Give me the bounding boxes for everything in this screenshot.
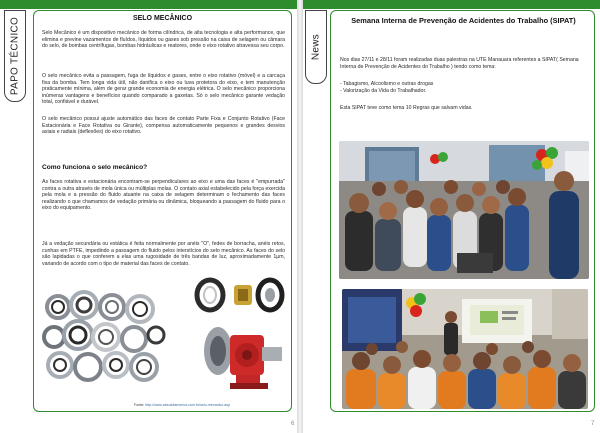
top-accent-bar [303, 0, 600, 9]
news-paragraph: Esta SIPAT teve como tema 10 Regras que salvam vidas. [340, 105, 473, 111]
section-tab-label: PAPO TÉCNICO [9, 16, 21, 96]
section-tab-papo-tecnico [4, 10, 26, 102]
article-paragraph: Já a vedação secundária ou estática é feita normalmente por anéis "O", fedes de borracha, anéis retos, cunhas em PTFE, impedindo a passagem do fluido pelos interstícios do selo mecânico. As faces do selo são lapidadas o que conferem a elas uma rugosidade de três bandas de luz, aproximadamente 1µm, variando de acordo com o tipo de material das faces de contato. [42, 241, 285, 267]
sipat-presentation-photo [342, 289, 588, 409]
right-page [303, 0, 600, 433]
article-paragraph: O selo mecânico evita a passagem, fuga de líquidos e gases, entre o eixo rotativo (móvel) e a carcaça fixa da bomba. Tem longa vida útil, não danifica o eixo ou luva protetora do eixo, e tem manutenção praticamente mínima, além de gerar grande economia de energia elétrica. O selo mecânico proporciona inúmeras vantagens e benefícios quando comparado a gaxetas. Só o selo mecânico garante vedação total, confiável e durável. [42, 73, 285, 106]
list-item: - Valorização da Vida do Trabalhador. [340, 87, 427, 94]
list-item: - Tabagismo, Alcoolismo e outras drogas [340, 81, 434, 87]
news-title: Semana Interna de Prevenção de Acidentes do Trabalho (SIPAT) [351, 16, 576, 25]
source-label: Fonte: [134, 403, 145, 407]
article-paragraph: O selo mecânico possui ajuste automático das faces de contato Parte Fixa e Conjunto Rotativo (Face Estacionária e Face Rotativa ou Girante), compensa automaticamente pequenos e grandes desvios axiais e radiais (deflexões) do eixo rotativo. [42, 116, 285, 136]
source-citation [134, 403, 230, 407]
news-paragraph: Nos dias 27/11 e 28/11 foram realizadas duas palestras na UTE Manauara referentes a SIPAT( Semana Interna de Prevenção de Acidentes do Trabalho ) tendo como tema: [340, 57, 579, 70]
mechanical-seals-photo [40, 285, 166, 385]
section-tab-label: News [310, 33, 322, 61]
news-box [330, 10, 595, 412]
article-box [33, 10, 292, 412]
page-number: 6 [291, 421, 295, 427]
source-link[interactable]: http://www.absolutamerica.com.br/selo-mecanico.asp [145, 403, 231, 407]
left-page [0, 0, 297, 433]
sipat-audience-photo [339, 141, 589, 279]
article-title: SELO MECÂNICO [132, 15, 193, 22]
article-subheading: Como funciona o selo mecânico? [42, 164, 148, 171]
article-paragraph: As faces rotativa e estacionária encontram-se perpendiculares ao eixo e uma das faces é "empurrada" contra a outra através de mola única ou múltiplas molas. O contato axial estabelecido pela força exercida pela mola e a pressão do fluido atuante na caixa de selagem determinam o fechamento das faces realizando o que chamamos de vedação primária ou dinâmica, bloqueando a passagem do fluido para o eixo do equipamento. [42, 179, 285, 212]
top-accent-bar [0, 0, 297, 9]
pump-seal-photo [200, 317, 286, 397]
section-tab-news [305, 10, 327, 84]
seal-parts-photo [194, 277, 286, 313]
page-number: 7 [591, 421, 595, 427]
news-topic-list [340, 81, 433, 94]
article-paragraph: Selo Mecânico é um dispositivo mecânico de forma cilíndrica, de alta tecnologia e alta performance, que elimina e previne vazamentos de fluídos, líquidos ou gases sob pressão na caixa de selagem ou câmara do selo, de bombas centrífugas, bombas hidráulicas e reatores, onde o eixo rotativo atravessa seu corpo. [42, 30, 285, 50]
